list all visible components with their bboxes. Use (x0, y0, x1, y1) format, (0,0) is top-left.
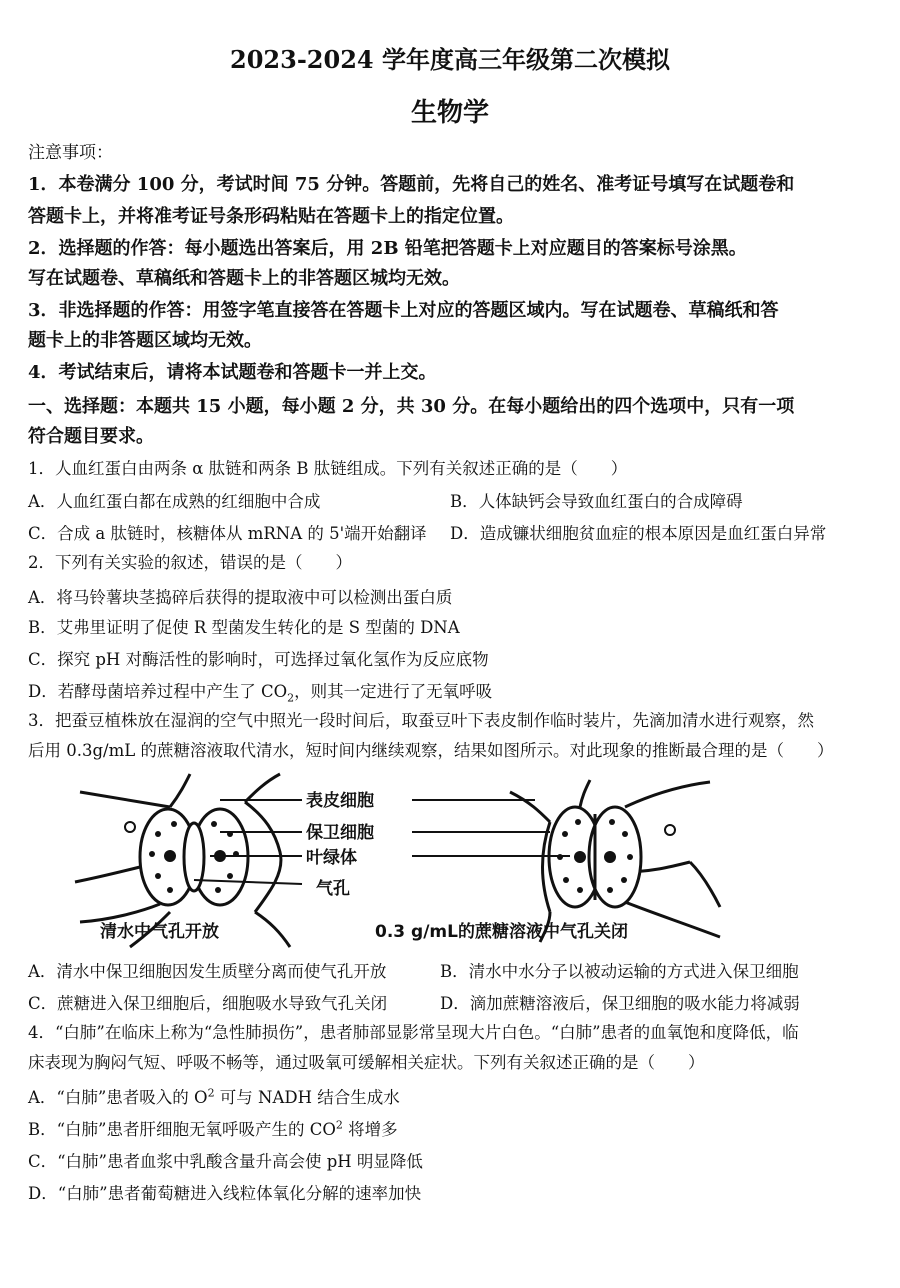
q4-option-a-sup: 2 (207, 1086, 215, 1100)
section1-heading-a: 一、选择题：本题共 15 小题，每小题 2 分，共 30 分。在每小题给出的四个选项中，只有一项 (28, 396, 795, 417)
label-guard-cell: 保卫细胞 (306, 823, 374, 843)
label-epidermal-cell: 表皮细胞 (306, 791, 374, 811)
q2-option-d-sub: 2 (287, 691, 295, 705)
section1-heading-b: 符合题目要求。 (28, 426, 154, 447)
q3-stem-a: 3．把蚕豆植株放在湿润的空气中照光一段时间后，取蚕豆叶下表皮制作临时装片，先滴加清水进行观察，然 (28, 711, 814, 730)
q1-option-c: C．合成 a 肽链时，核糖体从 mRNA 的 5'端开始翻译 (28, 524, 427, 543)
q2-option-b: B．艾弗里证明了促使 R 型菌发生转化的是 S 型菌的 DNA (28, 618, 460, 637)
q4-option-b (28, 1116, 398, 1140)
q2-option-a: A．将马铃薯块茎捣碎后获得的提取液中可以检测出蛋白质 (28, 588, 453, 607)
notice-item-2a: 2．选择题的作答：每小题选出答案后，用 2B 铅笔把答题卡上对应题目的答案标号涂黑。 (28, 238, 747, 259)
q4-option-b-post: 将增多 (342, 1120, 398, 1139)
label-leader-lines (194, 800, 570, 884)
q4-option-a-post: 可与 NADH 结合生成水 (214, 1088, 400, 1107)
notice-item-1a: 1．本卷满分 100 分，考试时间 75 分钟。答题前，先将自己的姓名、准考证号填写在试题卷和 (28, 174, 795, 195)
q4-option-d: D．“白肺”患者葡萄糖进入线粒体氧化分解的速率加快 (28, 1184, 422, 1203)
q1-stem: 1．人血红蛋白由两条 α 肽链和两条 Β 肽链组成。下列有关叙述正确的是（ ） (28, 459, 628, 478)
stomata-figure (70, 772, 870, 952)
q1-option-d: D．造成镰状细胞贫血症的根本原因是血红蛋白异常 (450, 524, 827, 543)
caption-right: 0.3 g/mL的蔗糖溶液中气孔关闭 (375, 922, 628, 942)
subject-title: 生物学 (410, 98, 489, 128)
q4-option-a-pre: A．“白肺”患者吸入的 O (28, 1088, 208, 1107)
label-chloroplast: 叶绿体 (306, 848, 357, 868)
q2-option-d-post: ，则其一定进行了无氧呼吸 (294, 682, 493, 701)
notice-item-3a: 3．非选择题的作答：用签字笔直接答在答题卡上对应的答题区域内。写在试题卷、草稿纸和答 (28, 300, 779, 321)
q3-stem-b: 后用 0.3g/mL 的蔗糖溶液取代清水，短时间内继续观察，结果如图所示。对此现象的推断最合理的是（ ） (28, 741, 834, 760)
q4-stem-a: 4．“白肺”在临床上称为“急性肺损伤”，患者肺部显影常呈现大片白色。“白肺”患者的血氧饱和度降低，临 (28, 1023, 799, 1042)
caption-left: 清水中气孔开放 (100, 922, 219, 942)
exam-title: 2023-2024 学年度高三年级第二次模拟 (230, 45, 670, 74)
q4-stem-b: 床表现为胸闷气短、呼吸不畅等，通过吸氧可缓解相关症状。下列有关叙述正确的是（ ） (28, 1053, 705, 1072)
notice-item-4: 4．考试结束后，请将本试题卷和答题卡一并上交。 (28, 362, 437, 383)
q3-option-d: D．滴加蔗糖溶液后，保卫细胞的吸水能力将减弱 (440, 994, 800, 1013)
q2-option-d-pre: D．若酵母菌培养过程中产生了 CO (28, 682, 288, 701)
q2-option-c: C．探究 pH 对酶活性的影响时，可选择过氧化氢作为反应底物 (28, 650, 489, 669)
q3-option-b: B．清水中水分子以被动运输的方式进入保卫细胞 (440, 962, 799, 981)
q2-option-d (28, 678, 492, 704)
q3-option-c: C．蔗糖进入保卫细胞后，细胞吸水导致气孔关闭 (28, 994, 388, 1013)
q4-option-c: C．“白肺”患者血浆中乳酸含量升高会使 pH 明显降低 (28, 1152, 423, 1171)
notice-heading: 注意事项： (28, 143, 113, 163)
q2-stem: 2．下列有关实验的叙述，错误的是（ ） (28, 553, 352, 572)
q4-option-a (28, 1084, 400, 1108)
notice-item-1b: 答题卡上，并将准考证号条形码粘贴在答题卡上的指定位置。 (28, 206, 514, 227)
q4-option-b-sup: 2 (335, 1118, 343, 1132)
q4-option-b-pre: B．“白肺”患者肝细胞无氧呼吸产生的 CO (28, 1120, 336, 1139)
q1-option-b: B．人体缺钙会导致血红蛋白的合成障碍 (450, 492, 743, 511)
label-stoma: 气孔 (316, 879, 350, 899)
notice-item-2b: 写在试题卷、草稿纸和答题卡上的非答题区城均无效。 (28, 268, 460, 289)
q3-option-a: A．清水中保卫细胞因发生质壁分离而使气孔开放 (28, 962, 387, 981)
q1-option-a: A．人血红蛋白都在成熟的红细胞中合成 (28, 492, 321, 511)
notice-item-3b: 题卡上的非答题区域均无效。 (28, 330, 262, 351)
